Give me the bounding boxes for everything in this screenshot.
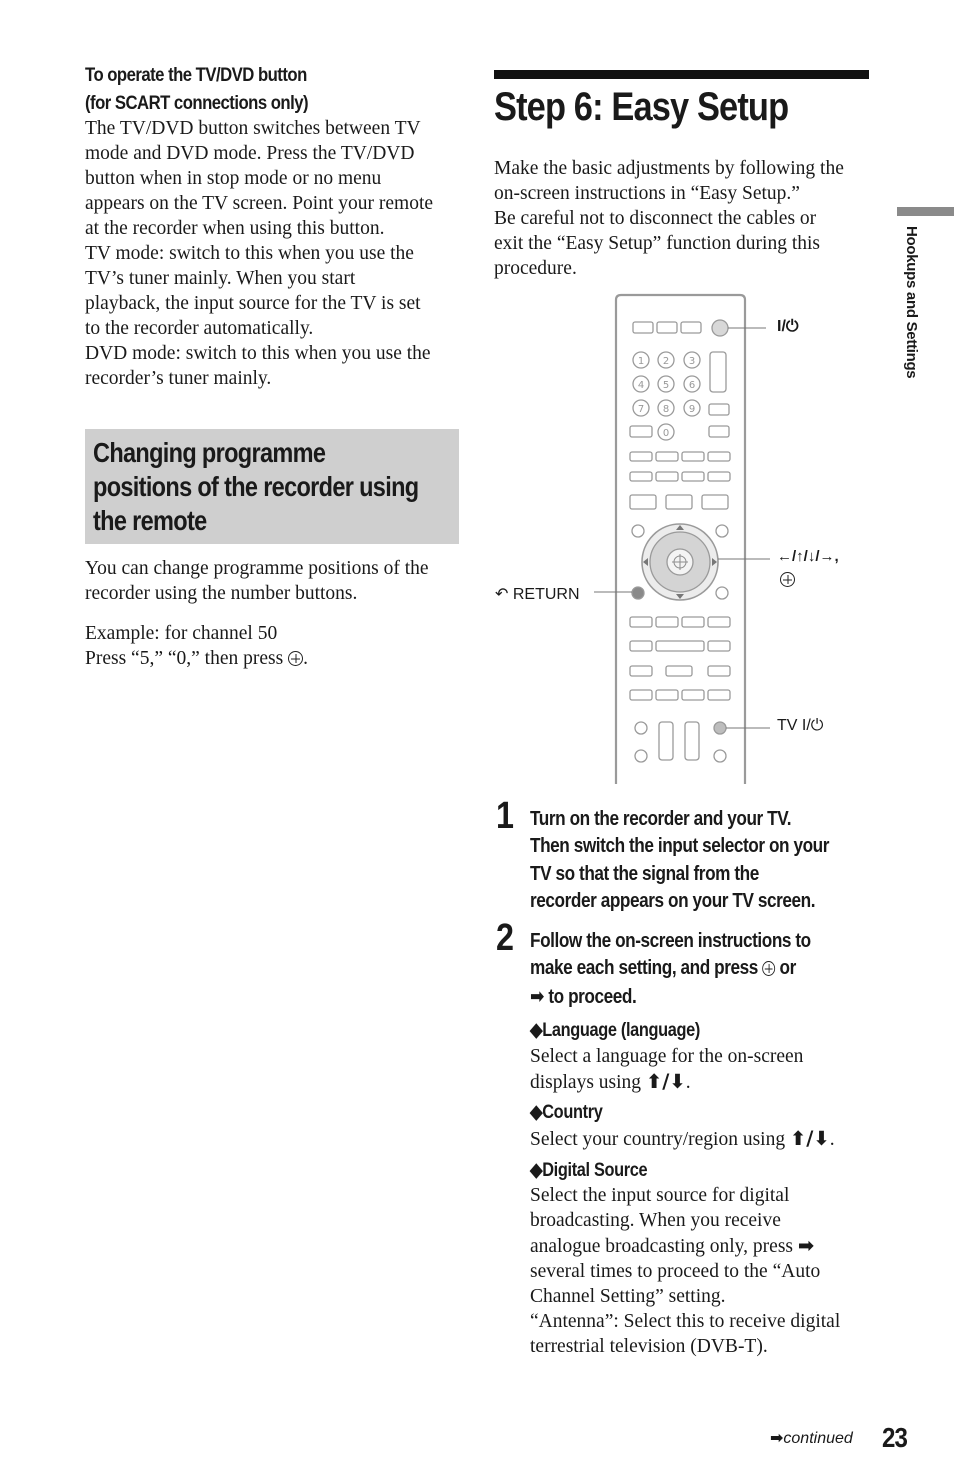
step-2-text: Follow the on-screen instructions to make each setting, and press or ➡ to proceed. [530, 930, 811, 1008]
remote-key-3: 3 [688, 356, 696, 367]
remote-key-1: 1 [637, 356, 645, 367]
up-down-arrows-icon: ⬆/⬇ [645, 1070, 686, 1093]
diamond-bullet-icon: ◆ [530, 1160, 543, 1181]
right-arrow-icon: ➡ [530, 983, 544, 1008]
tvdvd-body: The TV/DVD button switches between TV mode and DVD mode. Press the TV/DVD button when in stop mode or no menu appears on the TV screen. Point your remote at the recorder when using this button. TV mode: switch to this when you use the TV’s tuner mainly. When you start playback, the input source for the TV is set to the recorder automatically. DVD mode: switch to this when you use the recorder’s tuner mainly. [85, 118, 434, 389]
right-arrow-icon: ➡ [770, 1428, 784, 1447]
remote-key-6: 6 [688, 380, 696, 391]
page-title: Step 6: Easy Setup [494, 85, 789, 129]
step-number-2: 2 [496, 917, 514, 959]
title-rule [494, 70, 869, 79]
up-down-arrows-icon: ⬆/⬇ [789, 1127, 830, 1150]
continued-label: ➡continued [770, 1428, 853, 1447]
tvdvd-section [85, 62, 459, 391]
diamond-bullet-icon: ◆ [530, 1102, 543, 1123]
enter-icon [780, 572, 795, 587]
section-heading-box [85, 429, 459, 544]
remote-key-5: 5 [662, 380, 670, 391]
side-tab-bar [897, 207, 954, 216]
enter-icon [762, 961, 775, 976]
page-number: 23 [882, 1422, 908, 1453]
item-digital-source-body: Select the input source for digital broadcasting. When you receive analogue broadcasting only, press ➡ several times to proceed to the “Auto Channel Setting” setting. “Antenna”: Select this to receive digital terrestrial television (DVB-T). [530, 1185, 841, 1357]
remote-key-8: 8 [662, 404, 670, 415]
remote-key-0: 0 [662, 428, 670, 439]
remote-key-2: 2 [662, 356, 670, 367]
tvdvd-heading: To operate the TV/DVD button (for SCART connections only) [85, 65, 309, 114]
section-body: You can change programme positions of the recorder using the number buttons. [85, 558, 429, 604]
remote-key-9: 9 [688, 404, 696, 415]
remote-control-illustration [590, 292, 770, 784]
tv-power-callout: TV I/⏻ [777, 717, 824, 734]
power-callout: I/⏻ [777, 318, 799, 335]
remote-key-4: 4 [637, 380, 645, 391]
diamond-bullet-icon: ◆ [530, 1020, 543, 1041]
side-tab-label: Hookups and Settings [903, 226, 920, 379]
return-icon: ↶ [495, 584, 509, 603]
arrows-callout: ←/↑/↓/→, [777, 548, 839, 565]
step-1-text: Turn on the recorder and your TV. Then switch the input selector on your TV so that the signal from the recorder appears on your TV screen. [530, 808, 830, 912]
enter-icon [288, 651, 303, 666]
right-arrow-icon: ➡ [797, 1234, 815, 1257]
item-country-heading: ◆Country [530, 1102, 603, 1123]
example-text: Example: for channel 50 Press “5,” “0,” then press . [85, 623, 308, 669]
item-digital-source-heading: ◆Digital Source [530, 1160, 648, 1181]
item-language-body: Select a language for the on-screen displays using ⬆/⬇. [530, 1046, 804, 1093]
intro-text: Make the basic adjustments by following the on-screen instructions in “Easy Setup.” Be careful not to disconnect the cables or exit the “Easy Setup” function during this procedure. [494, 158, 844, 279]
return-callout: ↶ RETURN [495, 584, 580, 603]
step-number-1: 1 [496, 795, 514, 837]
section-heading: Changing programme positions of the recorder using the remote [93, 437, 419, 536]
item-country-body: Select your country/region using ⬆/⬇. [530, 1127, 835, 1150]
item-language-heading: ◆Language (language) [530, 1020, 701, 1041]
remote-key-7: 7 [637, 404, 645, 415]
